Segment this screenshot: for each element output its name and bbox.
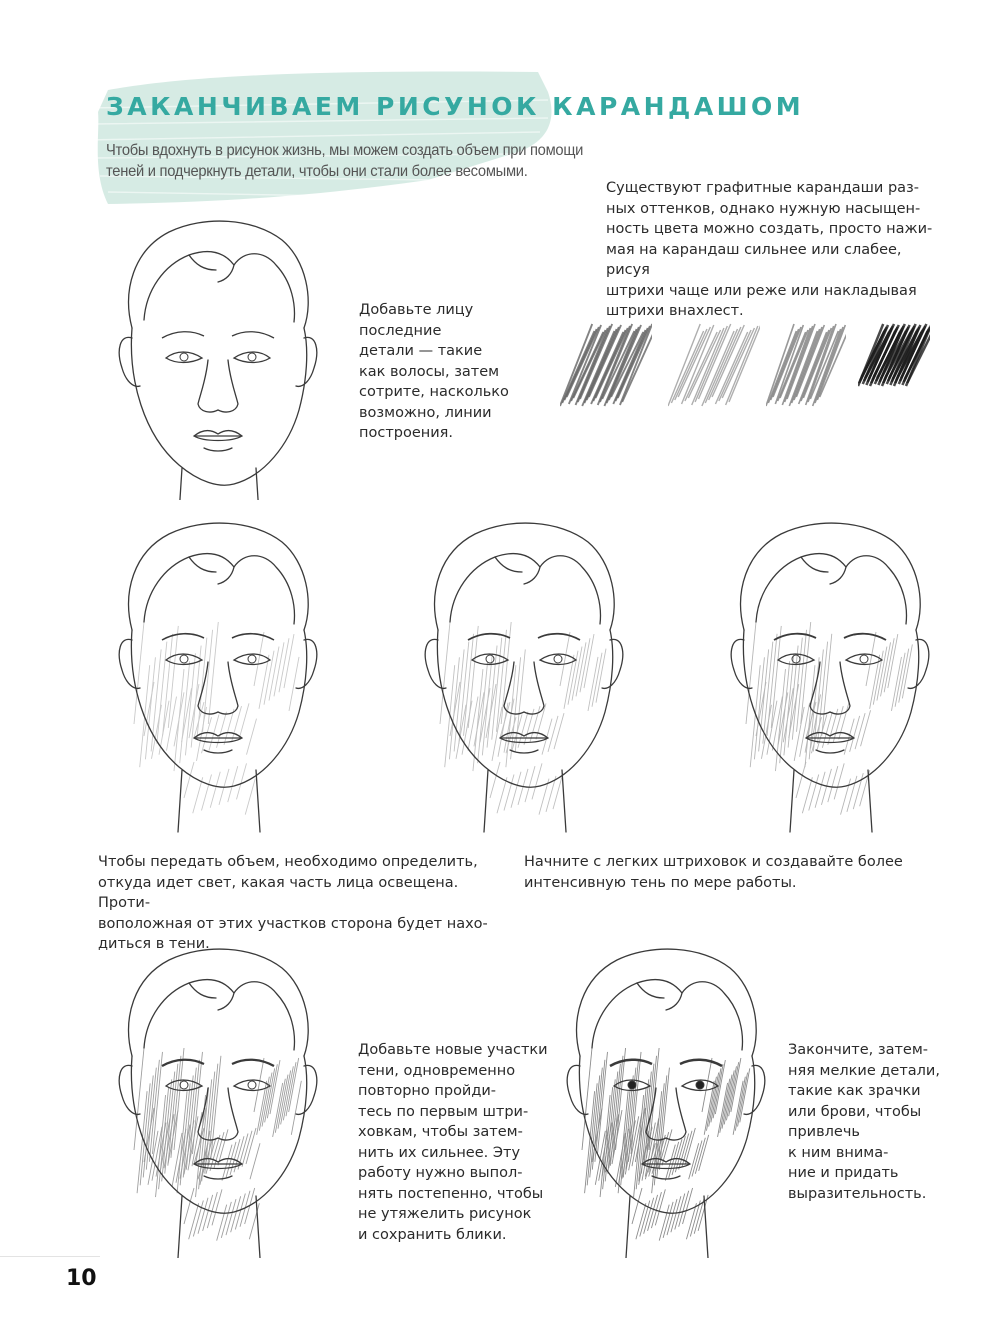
page-divider — [0, 1256, 100, 1257]
swatch-medium — [560, 320, 652, 410]
shading-swatches — [560, 300, 940, 420]
more-shadow-caption: Добавьте новые участки тени, одновременно повторно пройди- тесь по первым штри- ховкам, чтобы затем- нить их сильнее. Эту работу нужно выпол- нять постепенно, чтобы не утяжелить рисунок и сохранить блики. — [358, 1042, 548, 1243]
face-shade-1 — [104, 512, 334, 852]
face-outline — [104, 210, 334, 500]
pencils-caption: Существуют графитные карандаши раз- ных оттенков, однако нужную насыщен- ность цвета можно создать, просто нажи- мая на карандаш сильнее или слабее, рисуя штрихи чаще или реже или накладывая штрихи внахлест. — [606, 180, 933, 319]
page-number: 10 — [66, 1266, 97, 1291]
face-shade-3 — [716, 512, 946, 852]
light-strokes-caption: Начните с легких штриховок и создавайте более интенсивную тень по мере работы. — [524, 854, 903, 891]
swatch-light — [668, 320, 760, 410]
face-shade-5 — [552, 938, 782, 1258]
face-shade-4 — [104, 938, 334, 1258]
swatch-soft — [766, 320, 846, 410]
swatch-dark — [858, 320, 930, 390]
finish-caption: Закончите, затем- няя мелкие детали, такие как зрачки или брови, чтобы привлечь к ним внима- ние и придать выразительность. — [788, 1042, 940, 1202]
intro-text: Чтобы вдохнуть в рисунок жизнь, мы можем создать объем при помощи теней и подчеркнуть детали, чтобы они стали более весомыми. — [106, 142, 584, 180]
page-title: ЗАКАНЧИВАЕМ РИСУНОК КАРАНДАШОМ — [106, 92, 805, 121]
light-caption: Чтобы передать объем, необходимо определить, откуда идет свет, какая часть лица освещена. Проти- воположная от этих участков сторона будет нахо- диться в тени. — [98, 854, 488, 952]
brush-stroke-background — [78, 62, 568, 212]
step1-caption: Добавьте лицу последние детали — такие как волосы, затем сотрите, насколько возможно, линии построения. — [359, 302, 509, 441]
face-shade-2 — [410, 512, 640, 852]
